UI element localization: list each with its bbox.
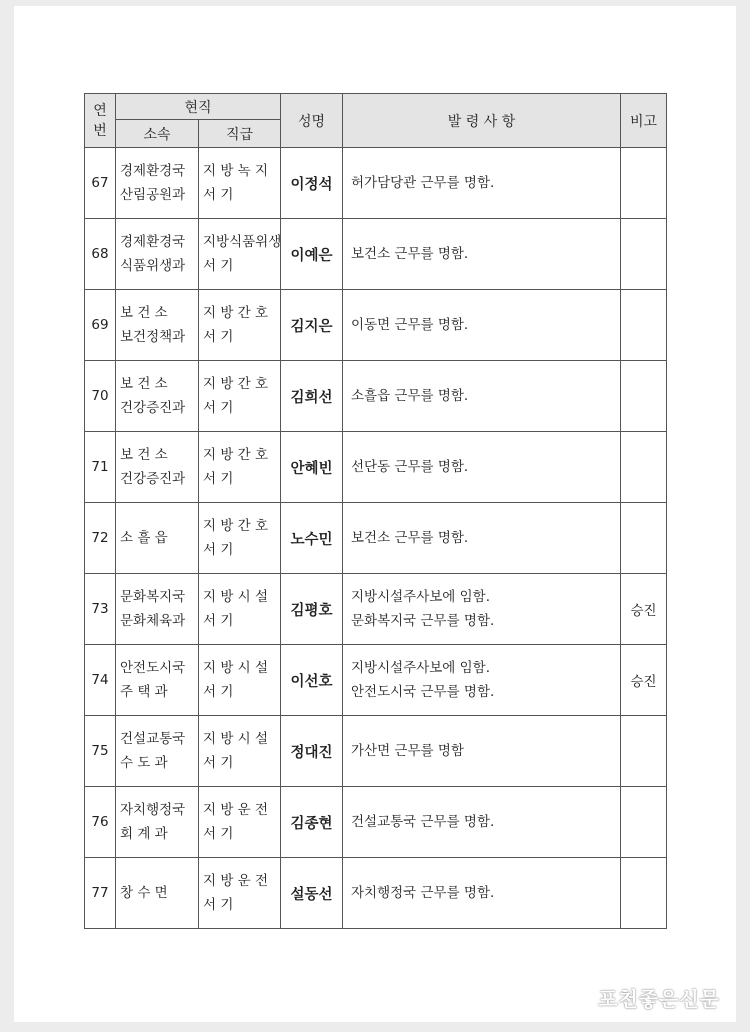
header-note: 비고 — [621, 94, 667, 148]
note-cell — [621, 716, 667, 787]
row-number: 68 — [85, 219, 116, 290]
dept-line-2: 건강증진과 — [120, 400, 186, 416]
table-row — [85, 361, 667, 432]
person-name: 안혜빈 — [281, 432, 343, 503]
order-cell — [343, 148, 621, 219]
grade-line-1: 지 방 시 설 — [203, 660, 269, 676]
person-name: 노수민 — [281, 503, 343, 574]
order-line-1: 지방시설주사보에 임함. — [351, 660, 490, 676]
dept-cell — [116, 787, 199, 858]
grade-line-1: 지방식품위생 — [203, 234, 282, 250]
grade-line-1: 지 방 시 설 — [203, 731, 269, 747]
grade-line-2-text: 서 기 — [203, 329, 234, 345]
note-cell: 승진 — [621, 645, 667, 716]
watermark-logo: 포천좋은신문 — [598, 987, 720, 1011]
dept-line-2: 문화체육과 — [120, 613, 186, 629]
grade-line-2 — [203, 183, 276, 207]
order-line-2: 문화복지국 근무를 명함. — [351, 613, 495, 629]
grade-line-2-text: 서 기 — [203, 258, 234, 274]
dept-line-2: 수 도 과 — [120, 755, 168, 771]
header-name: 성명 — [281, 94, 343, 148]
grade-line-2 — [203, 751, 276, 775]
person-name: 김평호 — [281, 574, 343, 645]
grade-line-2 — [203, 680, 276, 704]
dept-line-1: 보 건 소 — [120, 376, 168, 392]
row-number: 70 — [85, 361, 116, 432]
grade-line-1: 지 방 운 전 — [203, 873, 269, 889]
grade-line-1: 지 방 간 호 — [203, 518, 269, 534]
dept-cell — [116, 858, 199, 929]
grade-line-1: 지 방 운 전 — [203, 802, 269, 818]
grade-line-2 — [203, 822, 276, 846]
dept-line-1: 문화복지국 — [120, 589, 186, 605]
dept-cell — [116, 219, 199, 290]
order-cell — [343, 290, 621, 361]
person-name: 김희선 — [281, 361, 343, 432]
person-name: 정대진 — [281, 716, 343, 787]
grade-cell — [199, 432, 281, 503]
dept-cell — [116, 290, 199, 361]
table-row — [85, 716, 667, 787]
grade-line-2-text: 서 기 — [203, 400, 234, 416]
dept-cell — [116, 148, 199, 219]
dept-line-1: 소 흘 읍 — [120, 530, 168, 546]
person-name: 김지은 — [281, 290, 343, 361]
row-number: 69 — [85, 290, 116, 361]
order-line-1: 선단동 근무를 명함. — [351, 459, 469, 475]
grade-line-2 — [203, 467, 276, 491]
grade-line-2 — [203, 325, 276, 349]
note-cell — [621, 219, 667, 290]
order-cell — [343, 432, 621, 503]
table-row — [85, 574, 667, 645]
row-number: 77 — [85, 858, 116, 929]
table-row — [85, 787, 667, 858]
dept-cell — [116, 574, 199, 645]
grade-cell — [199, 858, 281, 929]
row-number: 67 — [85, 148, 116, 219]
order-cell — [343, 574, 621, 645]
header-current: 현직 — [116, 94, 281, 120]
order-line-2: 안전도시국 근무를 명함. — [351, 684, 495, 700]
person-name: 이예은 — [281, 219, 343, 290]
dept-cell — [116, 716, 199, 787]
dept-line-1: 경제환경국 — [120, 163, 186, 179]
dept-line-1: 건설교통국 — [120, 731, 186, 747]
header-grade: 직급 — [199, 120, 281, 148]
dept-line-1: 안전도시국 — [120, 660, 186, 676]
header-no-label: 연번 — [93, 102, 107, 139]
grade-line-2 — [203, 609, 276, 633]
grade-line-1: 지 방 간 호 — [203, 376, 269, 392]
row-number: 74 — [85, 645, 116, 716]
grade-cell — [199, 574, 281, 645]
grade-cell — [199, 503, 281, 574]
dept-line-1: 자치행정국 — [120, 802, 186, 818]
dept-line-2: 식품위생과 — [120, 258, 186, 274]
grade-line-2 — [203, 396, 276, 420]
grade-line-2-text: 서 기 — [203, 471, 234, 487]
order-line-1: 소흘읍 근무를 명함. — [351, 388, 469, 404]
dept-line-1: 경제환경국 — [120, 234, 186, 250]
dept-cell — [116, 645, 199, 716]
dept-line-1: 창 수 면 — [120, 885, 168, 901]
grade-cell — [199, 716, 281, 787]
grade-line-1: 지 방 간 호 — [203, 447, 269, 463]
table-row — [85, 432, 667, 503]
order-line-1: 보건소 근무를 명함. — [351, 530, 469, 546]
order-cell — [343, 787, 621, 858]
dept-cell — [116, 503, 199, 574]
grade-line-2 — [203, 538, 276, 562]
dept-line-2: 주 택 과 — [120, 684, 168, 700]
dept-line-2: 보건정책과 — [120, 329, 186, 345]
grade-cell — [199, 787, 281, 858]
table-row — [85, 858, 667, 929]
grade-line-1: 지 방 시 설 — [203, 589, 269, 605]
dept-line-1: 보 건 소 — [120, 305, 168, 321]
note-cell — [621, 361, 667, 432]
grade-line-2-text: 서 기 — [203, 187, 234, 203]
order-line-1: 보건소 근무를 명함. — [351, 246, 469, 262]
dept-line-2: 산림공원과 — [120, 187, 186, 203]
grade-line-2-text: 서 기 — [203, 755, 234, 771]
row-number: 75 — [85, 716, 116, 787]
dept-cell — [116, 361, 199, 432]
note-cell — [621, 787, 667, 858]
note-cell — [621, 432, 667, 503]
grade-cell — [199, 219, 281, 290]
note-cell — [621, 148, 667, 219]
order-cell — [343, 219, 621, 290]
table-row — [85, 219, 667, 290]
grade-cell — [199, 645, 281, 716]
order-cell — [343, 716, 621, 787]
person-name: 이선호 — [281, 645, 343, 716]
header-no — [85, 94, 116, 148]
grade-line-2-text: 서 기 — [203, 897, 234, 913]
row-number: 72 — [85, 503, 116, 574]
table-row — [85, 148, 667, 219]
order-line-1: 건설교통국 근무를 명함. — [351, 814, 495, 830]
row-number: 71 — [85, 432, 116, 503]
dept-line-1: 보 건 소 — [120, 447, 168, 463]
grade-line-2-text: 서 기 — [203, 542, 234, 558]
order-line-1: 이동면 근무를 명함. — [351, 317, 469, 333]
header-order: 발 령 사 항 — [343, 94, 621, 148]
grade-line-1: 지 방 간 호 — [203, 305, 269, 321]
order-cell — [343, 645, 621, 716]
grade-line-2-text: 서 기 — [203, 826, 234, 842]
grade-line-2-text: 서 기 — [203, 613, 234, 629]
order-line-1: 자치행정국 근무를 명함. — [351, 885, 495, 901]
header-dept: 소속 — [116, 120, 199, 148]
note-cell: 승진 — [621, 574, 667, 645]
grade-line-2-text: 서 기 — [203, 684, 234, 700]
person-name: 김종현 — [281, 787, 343, 858]
row-number: 76 — [85, 787, 116, 858]
person-name: 설동선 — [281, 858, 343, 929]
dept-cell — [116, 432, 199, 503]
order-cell — [343, 858, 621, 929]
order-line-1: 지방시설주사보에 임함. — [351, 589, 490, 605]
grade-line-2 — [203, 893, 276, 917]
grade-line-1: 지 방 녹 지 — [203, 163, 269, 179]
table-row — [85, 645, 667, 716]
appointment-table — [84, 93, 667, 929]
table-row — [85, 503, 667, 574]
note-cell — [621, 503, 667, 574]
order-line-1: 가산면 근무를 명함 — [351, 743, 464, 759]
order-cell — [343, 503, 621, 574]
dept-line-2: 건강증진과 — [120, 471, 186, 487]
order-line-1: 허가담당관 근무를 명함. — [351, 175, 495, 191]
grade-cell — [199, 148, 281, 219]
grade-cell — [199, 290, 281, 361]
note-cell — [621, 290, 667, 361]
order-cell — [343, 361, 621, 432]
row-number: 73 — [85, 574, 116, 645]
table-row — [85, 290, 667, 361]
dept-line-2: 회 계 과 — [120, 826, 168, 842]
person-name: 이정석 — [281, 148, 343, 219]
note-cell — [621, 858, 667, 929]
grade-cell — [199, 361, 281, 432]
grade-line-2 — [203, 254, 276, 278]
